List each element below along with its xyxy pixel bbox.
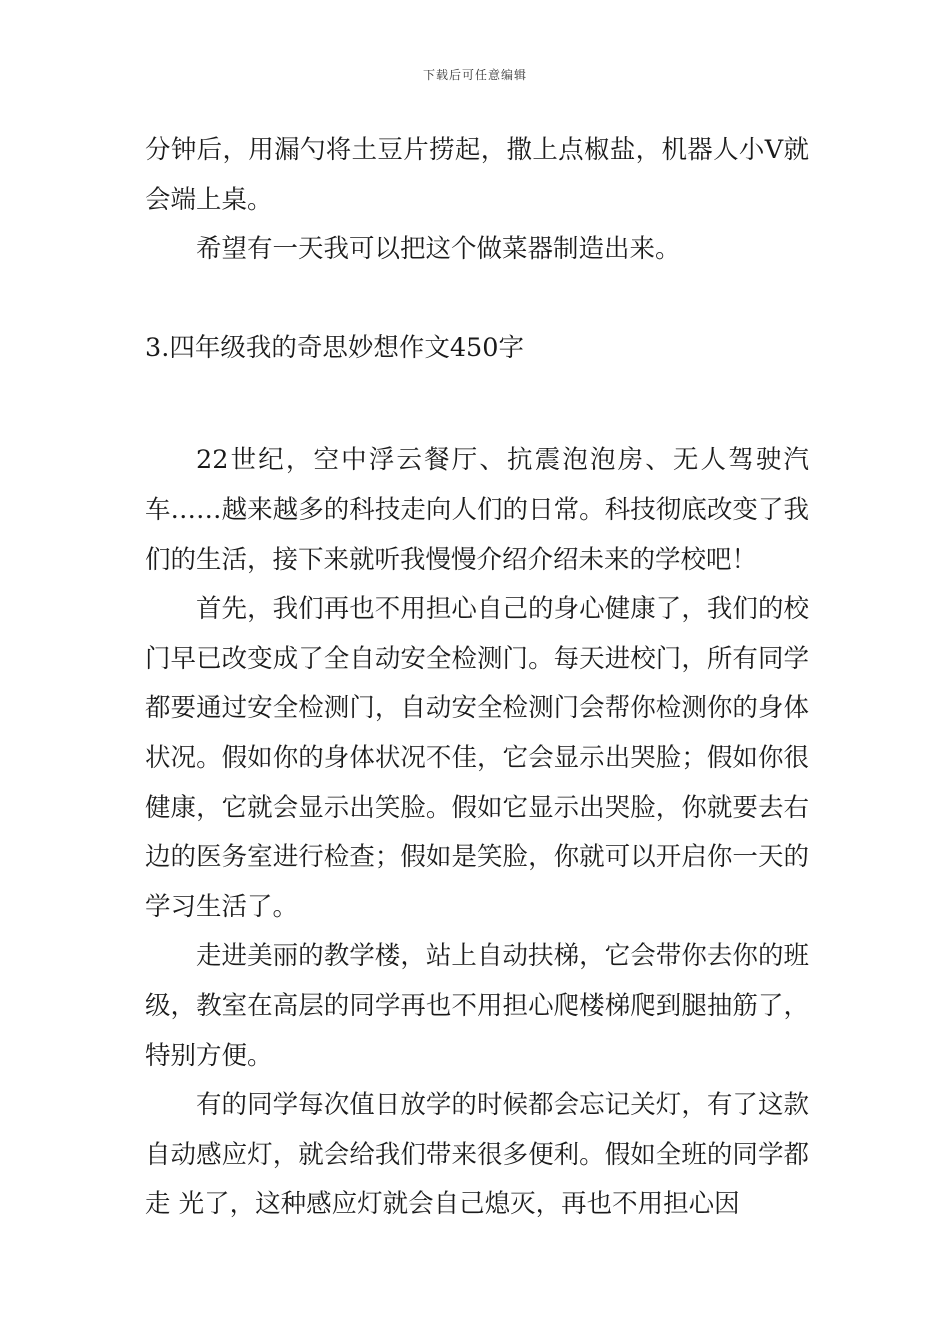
paragraph-escalator: 走进美丽的教学楼，站上自动扶梯，它会带你去你的班级，教室在高层的同学再也不用担心爬楼梯爬到腿抽筋了，特别方便。 [145, 941, 809, 1071]
spacer [145, 373, 809, 436]
spacer [145, 275, 809, 324]
paragraph-safety-door: 首先，我们再也不用担心自己的身心健康了，我们的校门早已改变成了全自动安全检测门。每天进校门，所有同学都要通过安全检测门，自动安全检测门会帮你检测你的身体状况。假如你的身体状况不佳，它会显示出哭脸；假如你很健康，它就会显示出笑脸。假如它显示出哭脸，你就要去右边的医务室进行检查；假如是笑脸，你就可以开启你一天的学习生活了。 [145, 594, 809, 922]
page-header: 下载后可任意编辑 [422, 68, 527, 82]
paragraph-hope: 希望有一天我可以把这个做菜器制造出来。 [196, 234, 681, 265]
paragraph-continued: 分钟后，用漏勺将土豆片捞起，撒上点椒盐，机器人小V就会端上桌。 [145, 135, 809, 215]
document-body [145, 126, 809, 1230]
paragraph-intro: 22世纪，空中浮云餐厅、抗震泡泡房、无人驾驶汽车……越来越多的科技走向人们的日常。科技彻底改变了我们的生活，接下来就听我慢慢介绍介绍未来的学校吧！ [145, 445, 809, 575]
paragraph-sensor-light: 有的同学每次值日放学的时候都会忘记关灯，有了这款自动感应灯，就会给我们带来很多便利。假如全班的同学都走 光了，这种感应灯就会自己熄灭，再也不用担心因 [145, 1090, 809, 1220]
section-title: 3.四年级我的奇思妙想作文450字 [145, 332, 525, 363]
